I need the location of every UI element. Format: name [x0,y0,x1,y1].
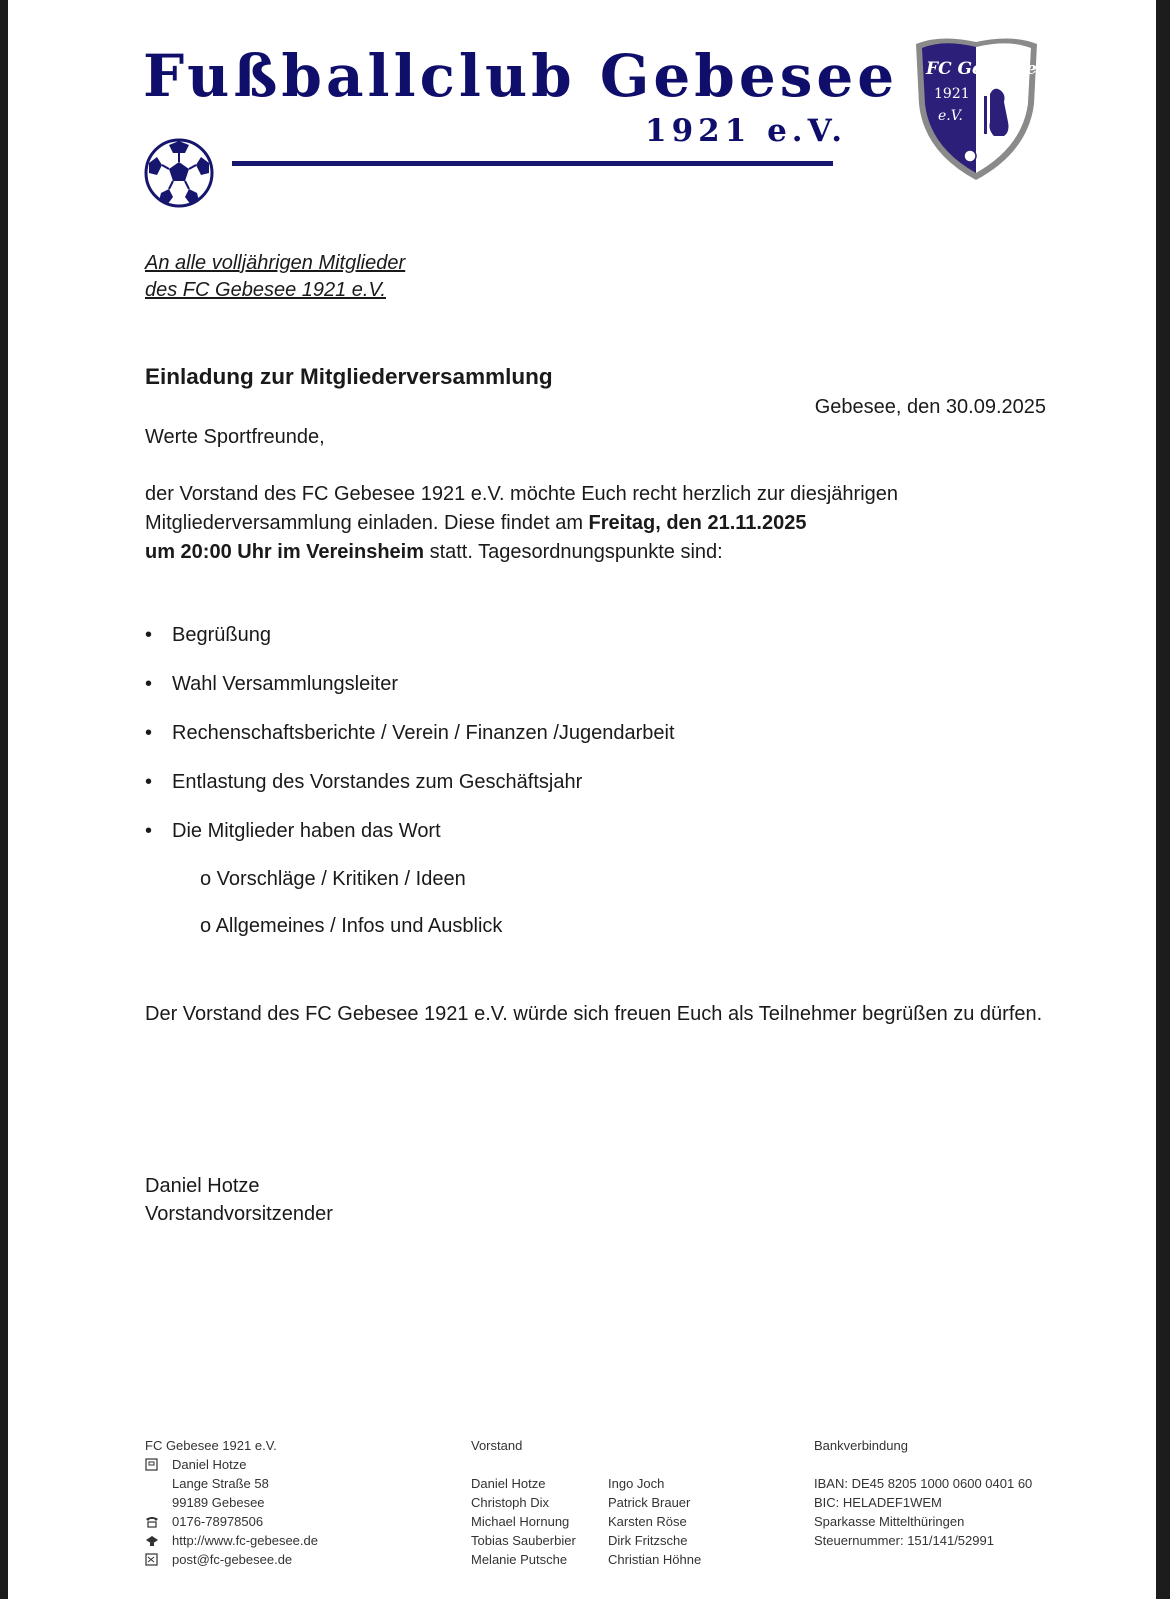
board-member: Patrick Brauer [608,1495,691,1510]
footer-phone-line [145,1512,318,1531]
letter-subject: Einladung zur Mitgliederversammlung [145,364,553,389]
club-title: Fußballclub Gebesee [143,42,899,110]
agenda-item-text: Die Mitglieder haben das Wort [172,820,441,842]
closing-paragraph: Der Vorstand des FC Gebesee 1921 e.V. würde sich freuen Euch als Teilnehmer begrüßen zu dürfen. [145,1003,1043,1025]
footer-email-line [145,1550,318,1569]
footer-street: Lange Straße 58 [172,1476,269,1491]
crest-text-year: 1921 [934,86,970,102]
footer-contact-line [145,1455,318,1474]
bank-line: IBAN: DE45 8205 1000 0600 0401 60 [814,1476,1033,1491]
web-icon [145,1534,159,1547]
agenda-sub-item: o Allgemeines / Infos und Ausblick [200,915,503,937]
board-member: Michael Hornung [471,1514,570,1529]
footer-web-link[interactable]: http://www.fc-gebesee.de [172,1533,318,1548]
board-member: Christian Höhne [608,1552,702,1567]
salutation: Werte Sportfreunde, [145,426,325,448]
crest-text-ev: e.V. [938,108,963,124]
bullet: • [145,624,153,646]
club-crest-icon [910,34,1043,184]
board-member: Daniel Hotze [471,1476,546,1491]
addressee-line: des FC Gebesee 1921 e.V. [145,279,386,301]
footer-contact-name: Daniel Hotze [172,1457,247,1472]
signature-block [145,1172,333,1228]
agenda-sub-item: o Vorschläge / Kritiken / Ideen [200,868,466,890]
agenda-item-text: Entlastung des Vorstandes zum Geschäftsjahr [172,771,583,793]
intro-text-end: statt. Tagesordnungspunkte sind: [424,541,723,563]
footer-bank-heading: Bankverbindung [814,1438,908,1453]
header-rule [232,161,833,166]
addressee-line: An alle volljährigen Mitglieder [145,252,406,274]
meeting-time-place: um 20:00 Uhr im Vereinsheim [145,541,425,563]
signature-name: Daniel Hotze [145,1175,260,1197]
bullet: • [145,673,153,695]
footer-email-link[interactable]: post@fc-gebesee.de [172,1552,293,1567]
intro-text: der Vorstand des FC Gebesee 1921 e.V. möchte Euch recht herzlich zur diesjährigen Mitgliederversammlung einladen. Diese findet am [145,483,899,534]
soccer-ball-icon [143,137,215,209]
board-member: Melanie Putsche [471,1552,568,1567]
email-icon [145,1553,159,1566]
board-member: Dirk Fritzsche [608,1533,688,1548]
board-member: Ingo Joch [608,1476,665,1491]
footer-club-name: FC Gebesee 1921 e.V. [145,1438,277,1453]
bank-line: Steuernummer: 151/141/52991 [814,1533,994,1548]
board-member: Tobias Sauberbier [471,1533,576,1548]
agenda-item-text: Begrüßung [172,624,271,646]
footer-bank-column [814,1436,1032,1550]
footer-street-line [145,1474,318,1493]
bullet: • [145,820,153,842]
bank-line: Sparkasse Mittelthüringen [814,1514,965,1529]
page-edge-left [0,0,8,1599]
footer-city-line [145,1493,318,1512]
footer-board-column [471,1436,576,1569]
board-member: Christoph Dix [471,1495,550,1510]
footer-phone[interactable]: 0176-78978506 [172,1514,264,1529]
addressee-block [145,250,405,304]
crest-text-fc: FC Gebesee [926,59,1037,79]
signature-role: Vorstandvorsitzender [145,1203,333,1225]
board-member: Karsten Röse [608,1514,687,1529]
phone-icon [145,1515,159,1528]
club-subtitle: 1921 e.V. [645,113,848,149]
footer-board-heading: Vorstand [471,1438,523,1453]
footer-web-line [145,1531,318,1550]
letter-date: Gebesee, den 30.09.2025 [814,396,1046,418]
intro-paragraph [145,480,1045,567]
footer-city: 99189 Gebesee [172,1495,265,1510]
bullet: • [145,771,153,793]
bullet: • [145,722,153,744]
agenda-item-text: Wahl Versammlungsleiter [172,673,399,695]
page-edge-right [1156,0,1170,1599]
agenda-item-text: Rechenschaftsberichte / Verein / Finanzen /Jugendarbeit [172,722,675,744]
bank-line: BIC: HELADEF1WEM [814,1495,942,1510]
meeting-date: Freitag, den 21.11.2025 [588,512,807,534]
footer-club-column [145,1436,318,1569]
footer-board-column-2 [608,1474,701,1569]
mailbox-icon [145,1458,159,1471]
